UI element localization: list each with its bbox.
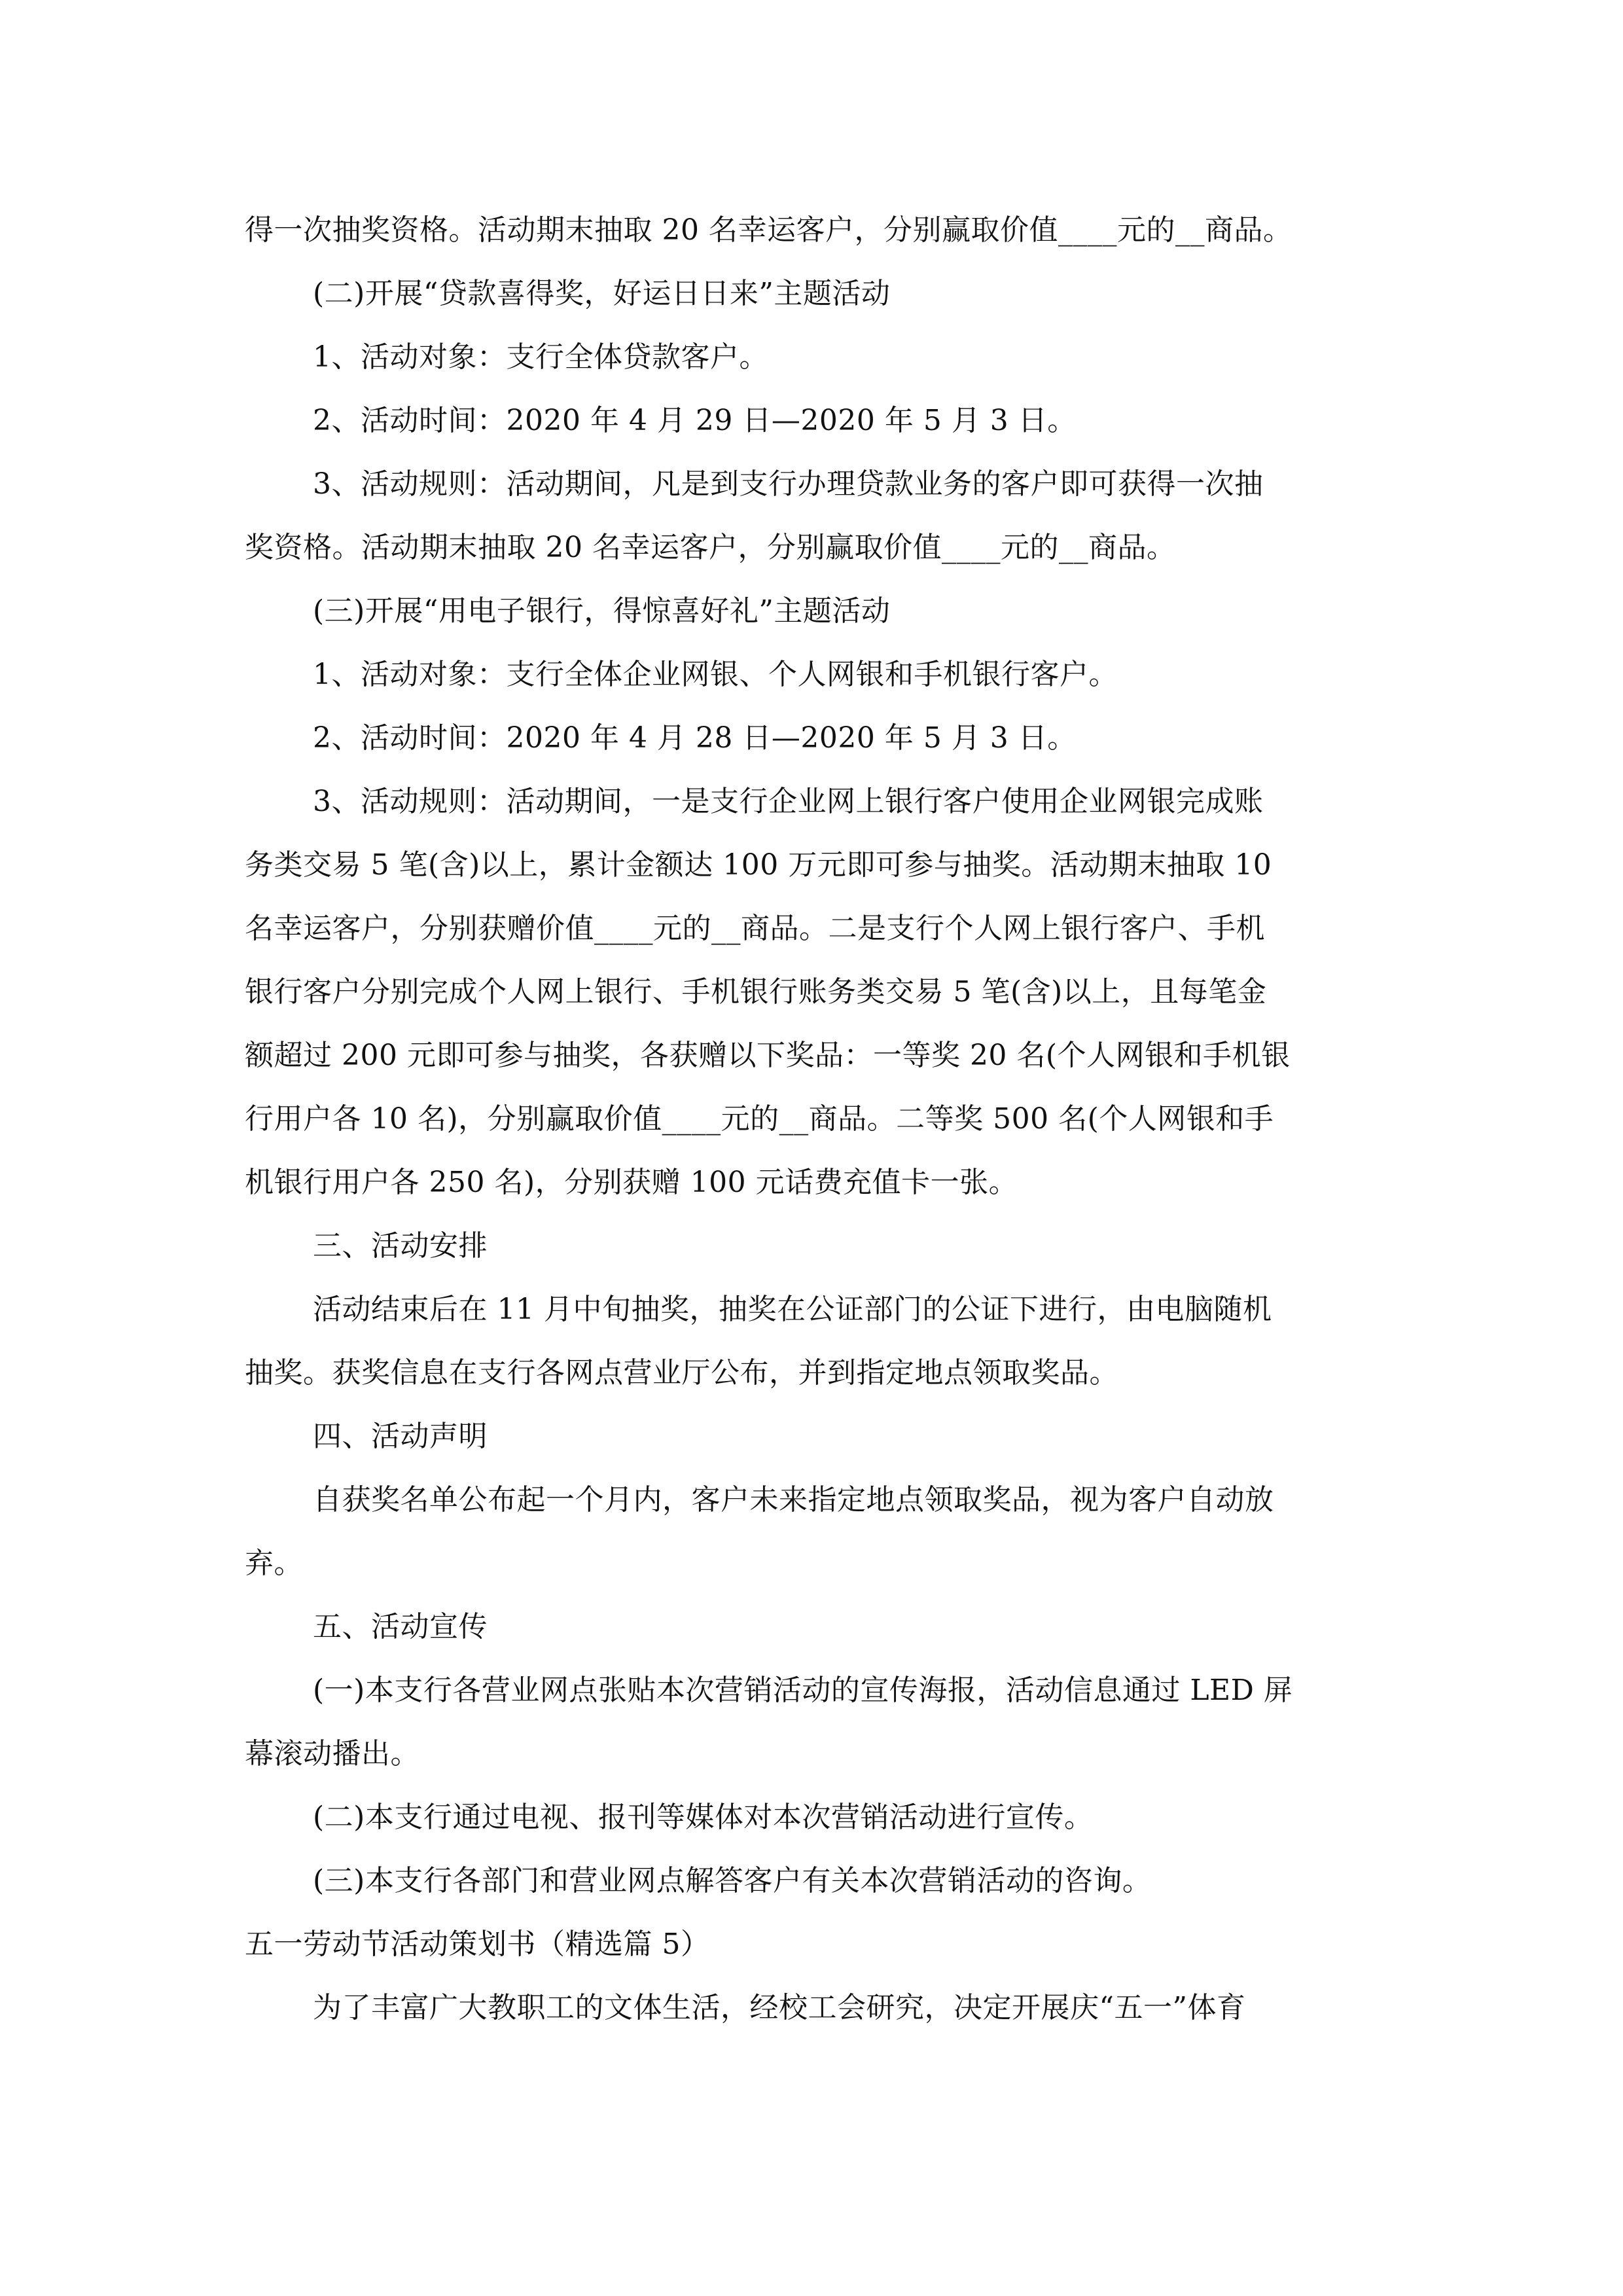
text-line-27: (三)本支行各部门和营业网点解答客户有关本次营销活动的咨询。 xyxy=(313,1864,1152,1897)
text-line-12: 名幸运客户，分别获赠价值____元的__商品。二是支行个人网上银行客户、手机 xyxy=(245,912,1265,945)
text-line-11: 务类交易 5 笔(含)以上，累计金额达 100 万元即可参与抽奖。活动期末抽取 10 xyxy=(245,848,1272,882)
text-line-3: 1、活动对象：支行全体贷款客户。 xyxy=(313,340,768,374)
document-body xyxy=(245,198,1378,2039)
text-line-15: 行用户各 10 名)，分别赢取价值____元的__商品。二等奖 500 名(个人网银和手 xyxy=(245,1102,1274,1136)
article-title-part-5: 五一劳动节活动策划书（精选篇 5） xyxy=(245,1928,710,1961)
section-heading-statement: 四、活动声明 xyxy=(313,1420,488,1453)
section-heading-arrangement: 三、活动安排 xyxy=(313,1229,488,1263)
text-line-9: 2、活动时间：2020 年 4 月 28 日—2020 年 5 月 3 日。 xyxy=(313,721,1077,755)
text-line-19: 抽奖。获奖信息在支行各网点营业厅公布，并到指定地点领取奖品。 xyxy=(245,1356,1118,1390)
text-line-29: 为了丰富广大教职工的文体生活，经校工会研究，决定开展庆“五一”体育 xyxy=(313,1991,1246,2024)
section-heading-ebank-activity: (三)开展“用电子银行，得惊喜好礼”主题活动 xyxy=(313,594,891,628)
section-heading-loan-activity: (二)开展“贷款喜得奖，好运日日来”主题活动 xyxy=(313,277,891,310)
section-heading-publicity: 五、活动宣传 xyxy=(313,1610,488,1643)
text-line-24: (一)本支行各营业网点张贴本次营销活动的宣传海报，活动信息通过 LED 屏 xyxy=(313,1674,1293,1707)
text-line-4: 2、活动时间：2020 年 4 月 29 日—2020 年 5 月 3 日。 xyxy=(313,404,1077,437)
text-line-10: 3、活动规则：活动期间，一是支行企业网上银行客户使用企业网银完成账 xyxy=(313,785,1264,818)
text-line-26: (二)本支行通过电视、报刊等媒体对本次营销活动进行宣传。 xyxy=(313,1801,1094,1834)
text-line-22: 弃。 xyxy=(245,1547,303,1580)
text-line-6: 奖资格。活动期末抽取 20 名幸运客户，分别赢取价值____元的__商品。 xyxy=(245,531,1176,564)
text-line-1: 得一次抽奖资格。活动期末抽取 20 名幸运客户，分别赢取价值____元的__商品。 xyxy=(245,213,1293,247)
text-line-8: 1、活动对象：支行全体企业网银、个人网银和手机银行客户。 xyxy=(313,658,1118,691)
text-line-16: 机银行用户各 250 名)，分别获赠 100 元话费充值卡一张。 xyxy=(245,1166,1018,1199)
text-line-25: 幕滚动播出。 xyxy=(245,1737,419,1770)
text-line-13: 银行客户分别完成个人网上银行、手机银行账务类交易 5 笔(含)以上，且每笔金 xyxy=(245,975,1267,1009)
text-line-5: 3、活动规则：活动期间，凡是到支行办理贷款业务的客户即可获得一次抽 xyxy=(313,467,1264,501)
text-line-18: 活动结束后在 11 月中旬抽奖，抽奖在公证部门的公证下进行，由电脑随机 xyxy=(313,1293,1272,1326)
text-line-21: 自获奖名单公布起一个月内，客户未来指定地点领取奖品，视为客户自动放 xyxy=(313,1483,1274,1516)
text-line-14: 额超过 200 元即可参与抽奖，各获赠以下奖品：一等奖 20 名(个人网银和手机银 xyxy=(245,1039,1291,1072)
